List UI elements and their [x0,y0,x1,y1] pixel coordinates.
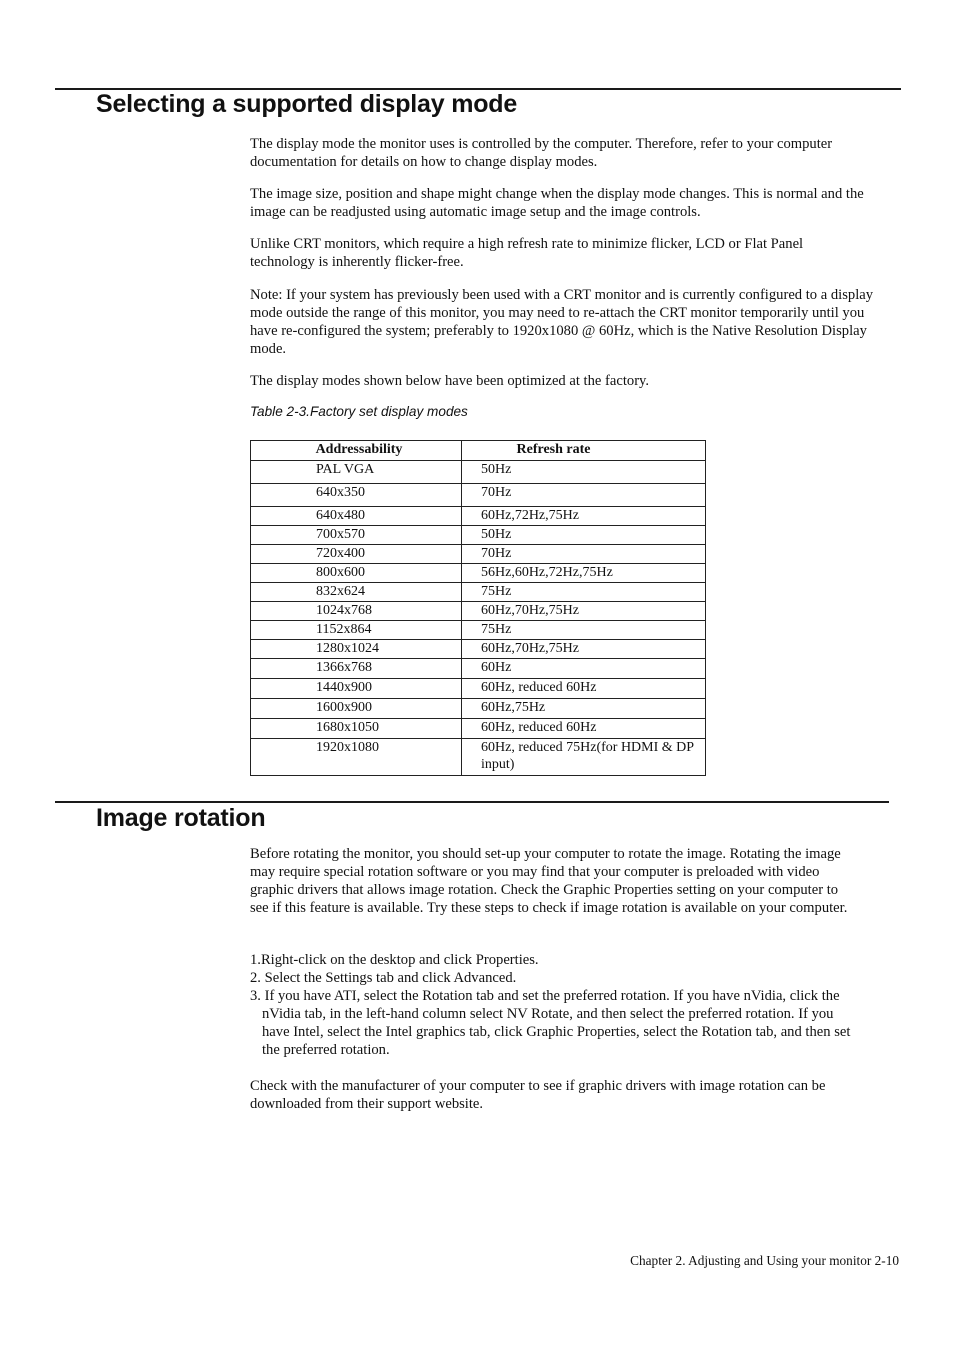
table-row [251,621,706,640]
paragraph: The display modes shown below have been optimized at the factory. [250,373,650,389]
table-row [251,699,706,719]
addressability-cell: 1600x900 [251,699,462,719]
table-row [251,602,706,621]
refresh-rate-cell: 70Hz [462,484,706,507]
refresh-rate-cell: 75Hz [462,583,706,602]
addressability-cell: 1024x768 [251,602,462,621]
refresh-rate-cell: 60Hz, reduced 60Hz [462,679,706,699]
addressability-cell: 1680x1050 [251,719,462,739]
addressability-cell: 800x600 [251,564,462,583]
refresh-rate-cell: 60Hz, reduced 75Hz(for HDMI & DP input) [462,739,706,776]
paragraph: Note: If your system has previously been used with a CRT monitor and is currently configured to a display mode outside the range of this monitor, you may need to re-attach the CRT monitor temporarily until you have re-configured the system; preferably to 1920x1080 @ 60Hz, which is the Native Resolution Display mode. [250,287,874,357]
table-caption: Table 2-3.Factory set display modes [250,404,468,419]
addressability-cell: 1366x768 [251,659,462,679]
table-row [251,545,706,564]
addressability-cell: 640x350 [251,484,462,507]
table-row [251,583,706,602]
refresh-rate-cell: 60Hz,75Hz [462,699,706,719]
refresh-rate-cell: 60Hz,70Hz,75Hz [462,602,706,621]
paragraph: The display mode the monitor uses is controlled by the computer. Therefore, refer to your computer documentation for details on how to change display modes. [250,136,833,170]
paragraph: Unlike CRT monitors, which require a high refresh rate to minimize flicker, LCD or Flat Panel technology is inherently flicker-free. [250,236,804,270]
table-header-row [251,441,706,461]
addressability-cell: 1280x1024 [251,640,462,659]
list-item: 3. If you have ATI, select the Rotation tab and set the preferred rotation. If you have nVidia, click the nVidia tab, in the left-hand column select NV Rotate, and then select the preferred rotation. If you have Intel, select the Intel graphics tab, click Graphic Properties, select the Rotation tab, and then set the preferred rotation. [250,988,851,1058]
refresh-rate-cell: 70Hz [462,545,706,564]
section-title: Selecting a supported display mode [96,90,518,118]
table-row [251,526,706,545]
refresh-rate-cell: 60Hz,72Hz,75Hz [462,507,706,526]
table-row [251,679,706,699]
page-footer: Chapter 2. Adjusting and Using your monitor 2-10 [630,1253,899,1268]
table-row [251,484,706,507]
column-header-addressability: Addressability [251,441,462,461]
table-row [251,719,706,739]
refresh-rate-cell: 60Hz, reduced 60Hz [462,719,706,739]
table-row [251,461,706,484]
table-row [251,659,706,679]
addressability-cell: 720x400 [251,545,462,564]
table-row [251,640,706,659]
column-header-refresh-rate: Refresh rate [462,441,706,461]
addressability-cell: 640x480 [251,507,462,526]
refresh-rate-cell: 60Hz,70Hz,75Hz [462,640,706,659]
paragraph: The image size, position and shape might change when the display mode changes. This is normal and the image can be readjusted using automatic image setup and the image controls. [250,186,864,220]
refresh-rate-cell: 75Hz [462,621,706,640]
refresh-rate-cell: 60Hz [462,659,706,679]
paragraph: Before rotating the monitor, you should set-up your computer to rotate the image. Rotating the image may require special rotation software or you may find that your computer is preloaded with video graphic drivers that allows image rotation. Check the Graphic Properties setting on your computer to see if this feature is available. Try these steps to check if image rotation is available on your computer. [250,846,848,916]
addressability-cell: PAL VGA [251,461,462,484]
addressability-cell: 1440x900 [251,679,462,699]
paragraph: Check with the manufacturer of your computer to see if graphic drivers with image rotation can be downloaded from their support website. [250,1078,826,1112]
addressability-cell: 700x570 [251,526,462,545]
section-title: Image rotation [96,804,266,832]
display-modes-table [250,440,706,776]
table-row [251,739,706,776]
rotation-steps-list [250,951,852,1059]
table-row [251,564,706,583]
table-row [251,507,706,526]
addressability-cell: 1152x864 [251,621,462,640]
refresh-rate-cell: 56Hz,60Hz,72Hz,75Hz [462,564,706,583]
refresh-rate-cell: 50Hz [462,526,706,545]
section-divider [55,801,889,803]
refresh-rate-cell: 50Hz [462,461,706,484]
list-item: 2. Select the Settings tab and click Advanced. [250,970,517,986]
addressability-cell: 1920x1080 [251,739,462,776]
addressability-cell: 832x624 [251,583,462,602]
list-item: 1.Right-click on the desktop and click Properties. [250,952,539,968]
